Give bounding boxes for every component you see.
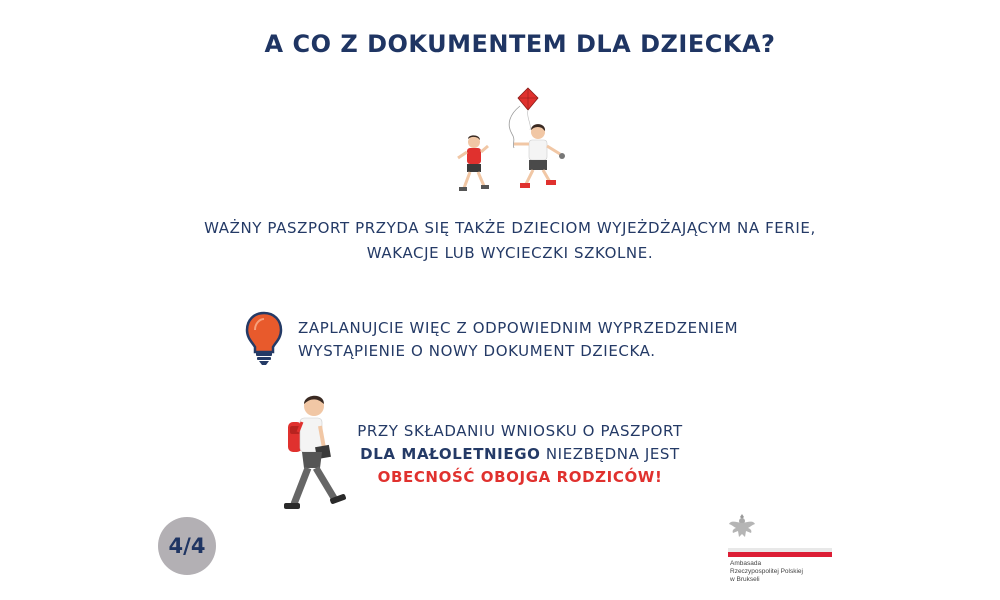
planning-paragraph xyxy=(298,317,818,363)
polish-eagle-icon xyxy=(728,512,756,542)
planning-line-1: ZAPLANUJCIE WIĘC Z ODPOWIEDNIM WYPRZEDZENIEM xyxy=(298,319,739,337)
intro-line-1: WAŻNY PASZPORT PRZYDA SIĘ TAKŻE DZIECIOM WYJEŻDŻAJĄCYM NA FERIE, xyxy=(204,219,816,237)
planning-line-2: WYSTĄPIENIE O NOWY DOKUMENT DZIECKA. xyxy=(298,342,656,360)
intro-line-2: WAKACJE LUB WYCIECZKI SZKOLNE. xyxy=(366,244,654,262)
both-parents-warning: OBECNOŚĆ OBOJGA RODZICÓW! xyxy=(377,468,663,486)
embassy-logo xyxy=(728,512,834,592)
page-title: A CO Z DOKUMENTEM DLA DZIECKA? xyxy=(264,30,776,58)
requirement-line-2-rest: NIEZBĘDNA JEST xyxy=(540,445,680,463)
requirement-line-1: PRZY SKŁADANIU WNIOSKU O PASZPORT xyxy=(357,422,683,440)
minor-emphasis: DLA MAŁOLETNIEGO xyxy=(360,445,541,463)
requirement-paragraph xyxy=(335,420,705,489)
page-indicator: 4/4 xyxy=(158,517,216,575)
lightbulb-icon xyxy=(244,310,284,366)
kids-with-kite-illustration xyxy=(440,84,580,204)
embassy-name: Ambasada Rzeczypospolitej Polskiej w Brukseli xyxy=(730,560,803,583)
flag-red-stripe xyxy=(728,552,832,557)
requirement-line-2 xyxy=(335,443,705,466)
intro-paragraph xyxy=(0,216,1000,266)
